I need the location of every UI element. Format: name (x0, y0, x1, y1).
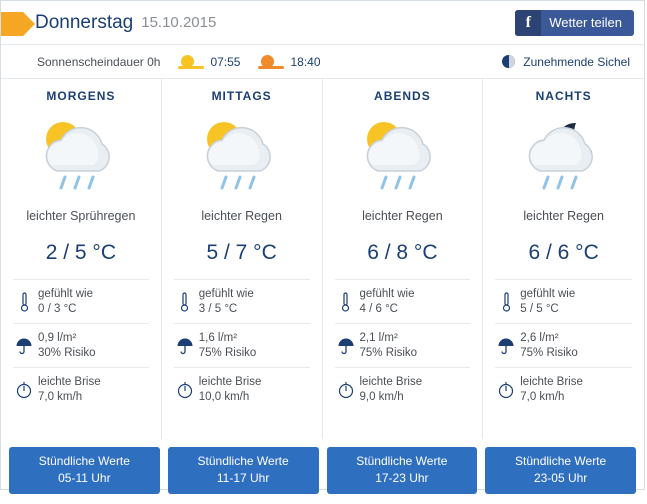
wind-row (495, 367, 632, 411)
feels-like-label: gefühlt wie (359, 288, 415, 300)
wind-value: 7,0 km/h (38, 391, 83, 403)
hourly-values-label: Stündliche Werte (356, 454, 448, 468)
feels-like-label: gefühlt wie (198, 288, 254, 300)
day-date: 15.10.2015 (141, 14, 217, 31)
umbrella-icon (13, 337, 35, 355)
precipitation-row (13, 323, 149, 367)
share-weather-label: Wetter teilen (549, 15, 622, 30)
condition-text: leichter Regen (523, 209, 604, 223)
feels-like-row (13, 279, 149, 323)
wind-label: leichte Brise (359, 376, 423, 388)
daypart-column-mittags (162, 79, 323, 439)
wind-row (13, 367, 149, 411)
feels-like-row (174, 279, 310, 323)
weather-icon-rain-moon-cloud (483, 109, 644, 205)
feels-like-row (335, 279, 471, 323)
daypart-column-nachts (483, 79, 644, 439)
weather-icon-rain-sun-cloud (1, 109, 161, 205)
daypart-title: NACHTS (535, 89, 592, 103)
temperature-range: 6 / 6 °C (528, 241, 599, 264)
hourly-values-button-morgens[interactable] (9, 447, 160, 494)
sunrise-time: 07:55 (210, 54, 241, 69)
daypart-columns (1, 79, 644, 439)
wind-gauge-icon (495, 381, 517, 399)
hourly-values-label: Stündliche Werte (197, 454, 289, 468)
precipitation-row (495, 323, 632, 367)
precipitation-risk: 75% Risiko (198, 347, 257, 359)
hourly-buttons-row (1, 439, 644, 504)
precipitation-amount: 1,6 l/m² (198, 332, 238, 344)
weather-icon-rain-sun-cloud (323, 109, 483, 205)
condition-text: leichter Sprühregen (26, 209, 136, 223)
hourly-values-range: 23-05 Uhr (533, 471, 588, 485)
hourly-values-button-nachts[interactable] (485, 447, 636, 494)
umbrella-icon (335, 337, 357, 355)
thermometer-icon (13, 292, 35, 312)
precipitation-amount: 2,6 l/m² (520, 332, 559, 344)
feels-like-value: 5 / 5 °C (520, 303, 559, 315)
daypart-column-morgens (1, 79, 162, 439)
thermometer-icon (335, 292, 357, 312)
temperature-range: 6 / 8 °C (367, 241, 438, 264)
sunrise-icon (178, 55, 204, 69)
widget-header (1, 1, 644, 45)
facebook-icon: f (515, 10, 541, 36)
feels-like-value: 0 / 3 °C (38, 303, 77, 315)
precipitation-row (335, 323, 471, 367)
daypart-title: ABENDS (374, 89, 431, 103)
precipitation-risk: 30% Risiko (38, 347, 96, 359)
precipitation-amount: 2,1 l/m² (359, 332, 398, 344)
wind-value: 9,0 km/h (359, 391, 404, 403)
hourly-values-label: Stündliche Werte (515, 454, 607, 468)
wind-gauge-icon (335, 381, 357, 399)
feels-like-label: gefühlt wie (520, 288, 576, 300)
sunrise-item (178, 55, 240, 69)
umbrella-icon (174, 337, 196, 355)
wind-value: 10,0 km/h (198, 391, 250, 403)
day-arrow-icon (1, 8, 35, 38)
condition-text: leichter Regen (362, 209, 443, 223)
hourly-values-range: 11-17 Uhr (216, 471, 270, 485)
thermometer-icon (495, 292, 517, 312)
daypart-column-abends (323, 79, 484, 439)
hourly-values-range: 05-11 Uhr (58, 471, 111, 485)
day-name: Donnerstag (35, 11, 134, 33)
feels-like-row (495, 279, 632, 323)
sunset-icon (258, 55, 284, 69)
feels-like-value: 4 / 6 °C (359, 303, 398, 315)
sun-moon-row (1, 45, 644, 79)
daypart-title: MORGENS (46, 89, 116, 103)
temperature-range: 2 / 5 °C (45, 241, 116, 264)
precipitation-row (174, 323, 310, 367)
precipitation-risk: 75% Risiko (359, 347, 418, 359)
weather-icon-rain-sun-cloud (162, 109, 322, 205)
moon-icon (502, 55, 515, 68)
hourly-values-range: 17-23 Uhr (375, 471, 429, 485)
wind-gauge-icon (13, 381, 35, 399)
hourly-values-button-abends[interactable] (327, 447, 478, 494)
wind-value: 7,0 km/h (520, 391, 565, 403)
moon-phase-item (502, 55, 630, 69)
feels-like-value: 3 / 5 °C (198, 303, 238, 315)
wind-label: leichte Brise (198, 376, 262, 388)
wind-label: leichte Brise (520, 376, 583, 388)
hourly-values-label: Stündliche Werte (38, 454, 130, 468)
moon-phase-label: Zunehmende Sichel (523, 54, 630, 69)
share-weather-button[interactable] (515, 10, 634, 36)
precipitation-risk: 75% Risiko (520, 347, 578, 359)
sunshine-duration-label: Sonnenscheindauer 0h (37, 54, 161, 69)
condition-text: leichter Regen (201, 209, 282, 223)
precipitation-amount: 0,9 l/m² (38, 332, 77, 344)
daypart-title: MITTAGS (211, 89, 272, 103)
sunset-time: 18:40 (290, 54, 321, 69)
temperature-range: 5 / 7 °C (206, 241, 277, 264)
wind-gauge-icon (174, 381, 196, 399)
thermometer-icon (174, 292, 196, 312)
wind-row (335, 367, 471, 411)
sunset-item (258, 55, 320, 69)
feels-like-label: gefühlt wie (38, 288, 93, 300)
umbrella-icon (495, 337, 517, 355)
wind-row (174, 367, 310, 411)
hourly-values-button-mittags[interactable] (168, 447, 319, 494)
wind-label: leichte Brise (38, 376, 101, 388)
